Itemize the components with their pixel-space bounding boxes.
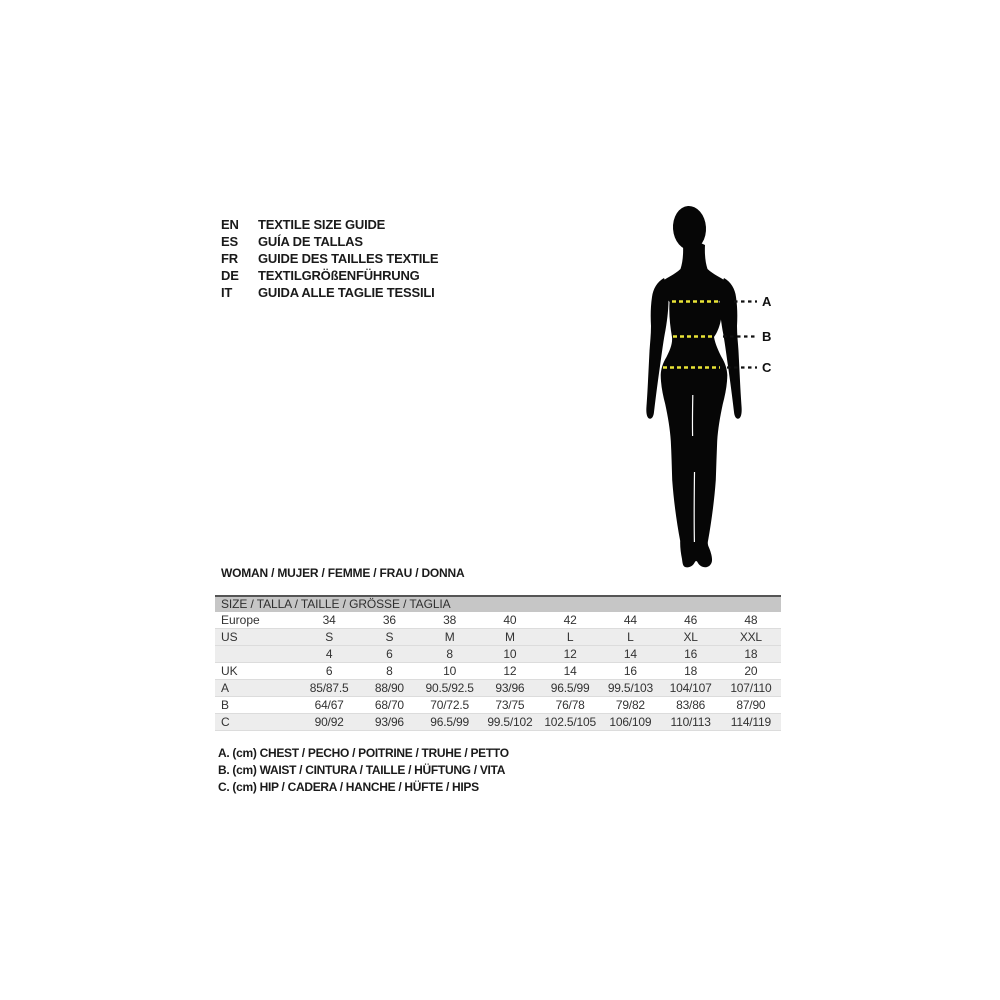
language-code: IT [221,285,233,300]
row-label [215,646,299,662]
cell: 110/113 [670,715,711,729]
cell: 96.5/99 [550,681,590,695]
cell: 88/90 [374,681,404,695]
cell: XXL [739,630,762,644]
cell: 76/78 [555,698,585,712]
language-code: ES [221,234,238,249]
cell: 36 [382,613,396,627]
cell: 107/110 [730,681,772,695]
cell: 12 [503,664,517,678]
cell: 12 [563,647,577,661]
legend-line-waist: B. (cm) WAIST / CINTURA / TAILLE / HÜFTUNG / VITA [218,763,506,777]
table-row-europe [215,612,781,629]
cell: 38 [443,613,457,627]
row-label: C [221,715,230,729]
cell: 90/92 [314,715,344,729]
cell: 34 [322,613,336,627]
language-row [221,216,438,233]
row-label: Europe [221,613,260,627]
cell: 16 [684,647,698,661]
language-code: FR [221,251,238,266]
cell: 48 [744,613,758,627]
cell: 68/70 [374,698,404,712]
language-label: GUIDE DES TAILLES TEXTILE [258,251,439,266]
language-row [221,250,438,267]
table-row-waist [215,697,781,714]
language-label: GUIDA ALLE TAGLIE TESSILI [258,285,435,300]
cell: 4 [325,647,333,661]
cell: 93/96 [374,715,404,729]
table-row-hip [215,714,781,731]
legend-line-chest: A. (cm) CHEST / PECHO / POITRINE / TRUHE / PETTO [218,746,509,760]
language-row [221,267,438,284]
woman-silhouette-figure [620,190,780,570]
cell: 20 [744,664,758,678]
language-label: TEXTILE SIZE GUIDE [258,217,386,232]
cell: 102.5/105 [544,715,596,729]
table-row-us-number [215,646,781,663]
size-figure [620,190,780,570]
cell: 46 [684,613,698,627]
measure-label-a: A [762,294,772,309]
cell: 90.5/92.5 [425,681,474,695]
row-label: A [221,681,230,695]
cell: 85/87.5 [309,681,349,695]
language-row [221,284,438,301]
cell: 14 [563,664,577,678]
table-row-chest [215,680,781,697]
cell: 14 [623,647,637,661]
cell: 104/107 [669,681,712,695]
cell: 96.5/99 [430,715,469,729]
row-label: US [221,630,238,644]
language-label: TEXTILGRÖßENFÜHRUNG [258,268,420,283]
cell: 83/86 [676,698,706,712]
cell: L [566,630,574,644]
cell: M [444,630,455,644]
cell: 42 [563,613,577,627]
cell: M [504,630,515,644]
cell: 6 [325,664,333,678]
cell: 10 [503,647,517,661]
cell: 99.5/102 [487,715,533,729]
cell: 106/109 [609,715,652,729]
language-label: GUÍA DE TALLAS [258,234,363,249]
cell: 6 [386,647,393,661]
cell: 8 [446,647,453,661]
cell: S [385,630,394,644]
cell: XL [683,630,698,644]
size-table [215,595,781,731]
cell: 87/90 [736,698,766,712]
cell: L [627,630,634,644]
cell: 44 [623,613,637,627]
cell: 64/67 [314,698,344,712]
cell: 16 [623,664,637,678]
cell: S [325,630,334,644]
cell: 79/82 [615,698,645,712]
cell: 99.5/103 [607,681,653,695]
language-code: EN [221,217,239,232]
cell: 93/96 [495,681,525,695]
language-row [221,233,438,250]
cell: 18 [684,664,698,678]
cell: 70/72.5 [430,698,469,712]
cell: 18 [744,647,758,661]
language-code: DE [221,268,239,283]
cell: 73/75 [495,698,525,712]
row-label: UK [221,664,238,678]
table-header: SIZE / TALLA / TAILLE / GRÖSSE / TAGLIA [215,595,781,612]
table-row-uk [215,663,781,680]
legend-line-hip: C. (cm) HIP / CADERA / HANCHE / HÜFTE / HIPS [218,780,479,794]
cell: 10 [443,664,457,678]
measure-label-c: C [762,360,772,375]
row-label: B [221,698,230,712]
cell: 8 [386,664,393,678]
language-list [221,216,438,301]
table-row-us-letter [215,629,781,646]
cell: 114/119 [730,715,771,729]
cell: 40 [503,613,517,627]
measurement-legend [218,745,509,796]
measure-label-b: B [762,329,772,344]
section-title: WOMAN / MUJER / FEMME / FRAU / DONNA [221,566,465,580]
